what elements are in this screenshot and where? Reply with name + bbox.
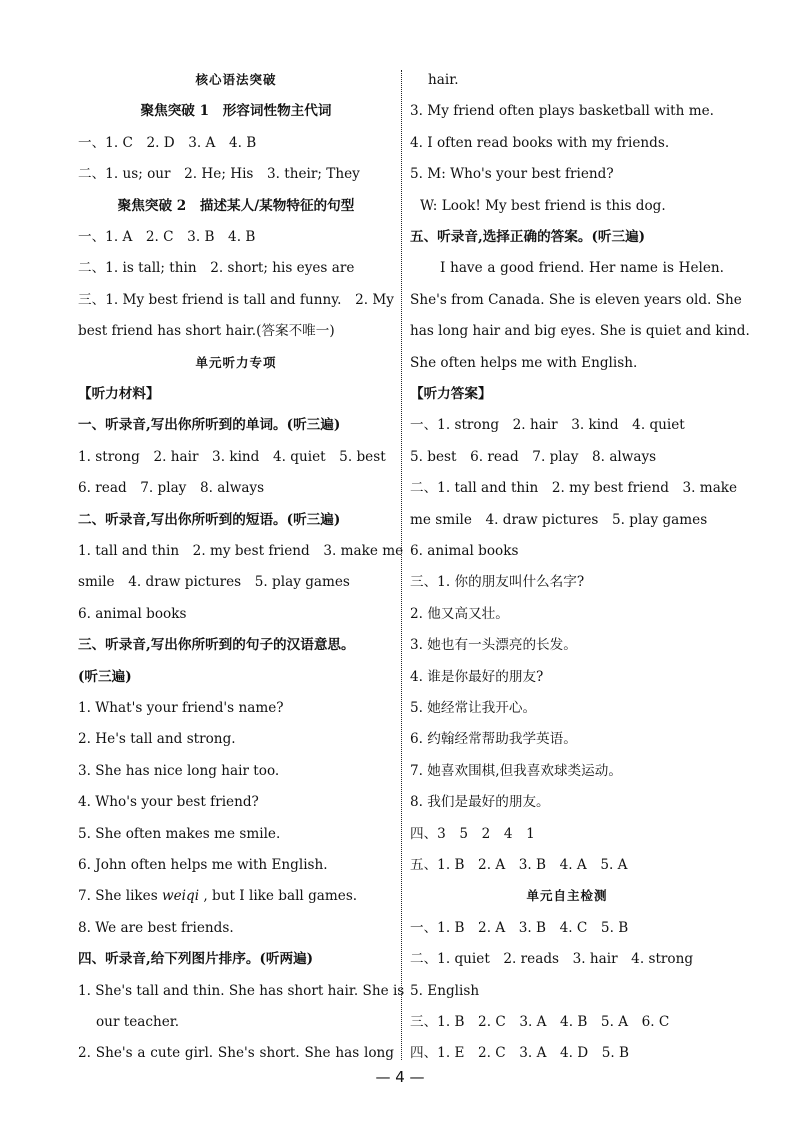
left-line-19: 三、听录音,写出你所听到的句子的汉语意思。 [78,637,355,654]
left-line-9: best friend has short hair.(答案不唯一) [78,323,335,340]
right-line-2: 3. My friend often plays basketball with me. [410,103,714,120]
left-line-21: 1. What's your friend's name? [78,700,284,716]
right-line-25: 四、3 5 2 4 1 [410,825,535,842]
right-line-17: 三、1. 你的朋友叫什么名字? [410,574,585,591]
right-line-10: She often helps me with English. [410,354,638,371]
right-line-7: I have a good friend. Her name is Helen. [440,260,724,277]
left-line-1: 核心语法突破 [195,72,277,87]
right-line-12: 一、1. strong 2. hair 3. kind 4. quiet [410,417,685,434]
right-line-27: 单元自主检测 [526,888,608,904]
left-line-25: 5. She often makes me smile. [78,825,281,842]
column-divider [401,70,402,1060]
right-line-23: 7. 她喜欢围棋,但我喜欢球类运动。 [410,762,622,779]
page-number: — 4 — [375,1068,425,1086]
right-line-14: 二、1. tall and thin 2. my best friend 3. make [410,480,738,497]
left-line-6: 一、1. A 2. C 3. B 4. B [78,229,256,245]
right-line-9: has long hair and big eyes. She is quiet and kind. [410,323,750,340]
left-line-10: 单元听力专项 [195,354,277,370]
left-line-2: 聚焦突破 1 形容词性物主代词 [140,103,332,120]
right-line-32: 四、1. E 2. C 3. A 4. D 5. B [410,1045,630,1062]
right-line-21: 5. 她经常让我开心。 [410,700,537,716]
left-line-17: smile 4. draw pictures 5. play games [78,574,350,591]
right-line-8: She's from Canada. She is eleven years old. She [410,291,742,308]
left-line-14: 6. read 7. play 8. always [78,480,265,497]
right-line-3: 4. I often read books with my friends. [410,134,670,151]
left-line-11: 【听力材料】 [78,386,160,402]
left-line-20: (听三遍) [78,668,132,685]
left-line-16: 1. tall and thin 2. my best friend 3. make me [78,543,404,559]
right-line-15: me smile 4. draw pictures 5. play games [410,511,708,528]
left-line-7: 二、1. is tall; thin 2. short; his eyes are [78,260,355,277]
left-line-15: 二、听录音,写出你所听到的短语。(听三遍) [78,511,341,528]
left-line-5: 聚焦突破 2 描述某人/某物特征的句型 [117,197,355,214]
left-line-23: 3. She has nice long hair too. [78,762,280,779]
right-line-16: 6. animal books [410,543,519,559]
right-line-22: 6. 约翰经常帮助我学英语。 [410,731,577,748]
right-line-20: 4. 谁是你最好的朋友? [410,668,544,685]
left-line-18: 6. animal books [78,605,187,622]
right-line-4: 5. M: Who's your best friend? [410,166,614,183]
left-line-27: 7. She likes weiqi , but I like ball games. [78,888,358,905]
right-line-19: 3. 她也有一头漂亮的长发。 [410,637,577,654]
left-line-28: 8. We are best friends. [78,919,234,936]
right-line-26: 五、1. B 2. A 3. B 4. A 5. A [410,857,628,873]
right-line-11: 【听力答案】 [410,386,492,402]
left-line-24: 4. Who's your best friend? [78,794,259,811]
right-line-28: 一、1. B 2. A 3. B 4. C 5. B [410,919,629,936]
right-line-1: hair. [428,72,459,88]
left-line-13: 1. strong 2. hair 3. kind 4. quiet 5. best [78,448,386,465]
right-line-29: 二、1. quiet 2. reads 3. hair 4. strong [410,951,694,968]
left-line-12: 一、听录音,写出你所听到的单词。(听三遍) [78,417,341,434]
left-line-26: 6. John often helps me with English. [78,857,328,873]
left-line-8: 三、1. My best friend is tall and funny. 2. My [78,291,394,308]
left-line-4: 二、1. us; our 2. He; His 3. their; They [78,166,360,183]
left-line-29: 四、听录音,给下列图片排序。(听两遍) [78,951,314,968]
left-line-32: 2. She's a cute girl. She's short. She has long [78,1045,394,1062]
right-line-31: 三、1. B 2. C 3. A 4. B 5. A 6. C [410,1014,670,1030]
right-line-24: 8. 我们是最好的朋友。 [410,794,550,811]
right-line-5: W: Look! My best friend is this dog. [420,197,666,214]
left-line-31: our teacher. [96,1014,180,1030]
right-line-30: 5. English [410,982,480,999]
right-line-13: 5. best 6. read 7. play 8. always [410,448,657,465]
right-line-18: 2. 他又高又壮。 [410,605,509,622]
left-line-30: 1. She's tall and thin. She has short hair. She is [78,982,405,999]
left-line-3: 一、1. C 2. D 3. A 4. B [78,134,257,151]
left-line-22: 2. He's tall and strong. [78,731,236,748]
right-line-6: 五、听录音,选择正确的答案。(听三遍) [410,229,646,245]
